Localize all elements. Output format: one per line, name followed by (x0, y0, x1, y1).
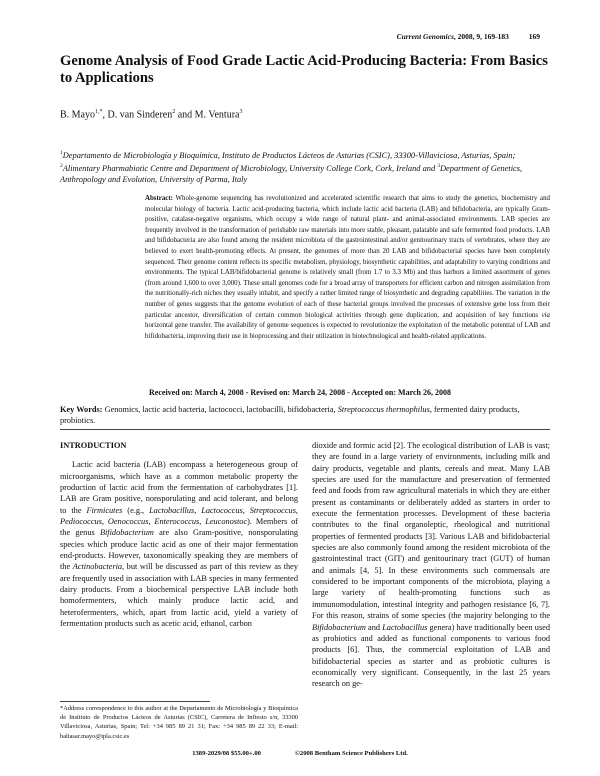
author-name: and M. Ventura (175, 109, 240, 121)
issn: 1389-2029/08 $55.00+.00 (192, 750, 261, 757)
affil-text: Alimentary Pharmabiotic Centre and Department of Microbiology, University College Cork, Cork, Ireland and (62, 163, 438, 173)
author-sup: 1,* (95, 109, 103, 115)
affil-sup: 1 (60, 150, 63, 156)
page-footer (0, 750, 600, 757)
keywords-text: Genomics, lactic acid bacteria, lactococci, lactobacilli, bifidobacteria, (102, 405, 338, 414)
affil-sup: 2 (60, 163, 63, 170)
page-number: 169 (528, 32, 540, 41)
journal-citation: , 2008, 9, 169-183 (453, 32, 509, 41)
section-heading: INTRODUCTION (60, 441, 127, 450)
left-column (60, 440, 298, 630)
affil-text: Department of Genetics, Anthropology and Evolution, University of Parma, Italy (60, 163, 523, 185)
abstract-text: Whole-genome sequencing has revolutionized and accelerated scientific research that aims to study the genetics, biochemistry and molecular biology of bacteria. Lactic acid-producing bacteria, which include lactic acid bacteria (LAB) and bifidobacteria, are typically Gram-positive, catalase-negative organisms, which occupy a wide range of natural plant- and animal-associated environments. LAB species are frequently involved in the transformation of perishable raw materials into more stable, pleasant, palatable and safe fermented food products. LAB and bifidobacteria are also found among the resident microbiota of the gastrointestinal and/or genitourinary tracts of vertebrates, where they are believed to exert health-promoting effects. At present, the genomes of more than 20 LAB and bifidobacterial species have been completely sequenced. Their genome content reflects its specific metabolism, physiology, biosynthetic capabilities, and adaptability to varying conditions and environments. The typical LAB/bifidobacterial genome is relatively small (from 1.7 to 3.3 Mb) and thus harbors a limited assortment of genes (from around 1,600 to over 3,000). These small genomes code for a broad array of transporters for efficient carbon and nitrogen assimilation from the nutritionally-rich niches they usually inhabit, and specify a rather limited range of biosynthetic and degrading capabilities. The variation in the number of genes suggests that the genome evolution of each of these bacterial groups involved the processes of extensive gene loss from their particular ancestor, diversification of certain common biological activities through gene duplication, and acquisition of key functions (145, 195, 550, 319)
keywords-text-end: , fermented dairy products, probiotics. (60, 405, 520, 426)
abstract-text-end: horizontal gene transfer. The availability of genome sequences is expected to revolutionize the exploitation of the metabolic potential of LAB and bifidobacteria, improving their use in bioprocessing and their utilization in biotechnological and health-related applications. (145, 322, 550, 340)
journal-name: Current Genomics (396, 32, 454, 41)
paragraph: Lactic acid bacteria (LAB) encompass a heterogeneous group of microorganisms, which have as a common metabolic property the production of lactic acid from the fermentation of carbohydrates [1]. LAB are Gram positive, nonsporulating and acid tolerant, and belong to the Firmicutes (e.g., Lactobacillus, Lactococcus, Streptococcus, Pediococcus, Oenococcus, Enterococcus, Leuconostoc). Members of the genus Bifidobacterium are also Gram-positive, nonsporulating species which produce lactic acid as one of their major fermentation end-products. However, taxonomically speaking they are members of the Actinobacteria, but will be discussed as part of this review as they are frequently used in association with LAB species in many fermented dairy products. From a biochemical perspective LAB include both homofermenters, which mainly produce lactic acid, and heterofermenters, which, apart from lactic acid, yield a variety of fermentation products such as acetic acid, ethanol, carbon (60, 460, 299, 629)
article-title: Genome Analysis of Food Grade Lactic Acid-Producing Bacteria: From Basics to Applications (60, 53, 548, 86)
affil-text: Departamento de Microbiología y Bioquímica, Instituto de Productos Lácteos de Asturias (CSIC), 33300-Villaviciosa, Asturias, Spain; (62, 150, 516, 160)
keywords (60, 404, 550, 427)
received-dates: Received on: March 4, 2008 - Revised on: March 24, 2008 - Accepted on: March 26, 2008 (149, 388, 451, 397)
author-sup: 3 (239, 109, 243, 115)
author-name: , D. van Sinderen (102, 109, 173, 121)
abstract-label: Abstract: (145, 195, 173, 202)
affil-sup: 3 (437, 163, 440, 170)
keywords-label: Key Words: (60, 405, 103, 414)
right-column (312, 440, 550, 690)
abstract-italic: via (541, 311, 550, 319)
divider (60, 429, 550, 430)
copyright: ©2008 Bentham Science Publishers Ltd. (294, 750, 408, 757)
paragraph: dioxide and formic acid [2]. The ecological distribution of LAB is vast; they are found in a large variety of environments, including milk and dairy products, vegetable and plants, cereals and meat. Many LAB species are used for the manufacture and preservation of fermented feed and foods from raw agricultural materials in which they are either present as contaminants or deliberately added as starters in order to execute the fermentation processes. Development of these bacteria contributes to the final organoleptic, rheological and nutritional properties of fermented products [3]. Various LAB and bifidobacterial species are also commonly found among the resident microbiota of the gastrointestinal tract (GIT) and genitourinary tract (GUT) of human and animals [4, 5]. In these environments such commensals are considered to be important components of the microbiota, playing a large variety of health-promoting functions such as immunomodulation, intestinal integrity and pathogen resistance [6, 7]. For this reason, strains of some species (the majority belonging to the Bifidobacterium and Lactobacillus genera) have traditionally been used as probiotics and added as functional components to various food products [6]. Thus, the commercial exploitation of LAB and bifidobacterial species as starter and as probiotic cultures is economically very significant. Consequently, in the last 25 years research on ge- (312, 441, 550, 689)
author-list (60, 109, 242, 120)
author-name: B. Mayo (60, 109, 95, 121)
author-sup: 2 (172, 109, 176, 115)
footnote-rule (60, 701, 210, 702)
affiliations (60, 148, 550, 185)
correspondence-footnote: *Address correspondence to this author at the Departamento de Microbiología y Bioquímica de Instituto de Productos Lácteos de Asturias (CSIC), Carretera de Infiesto s/n, 33300 Villaviciosa, Asturias, Spain; Tel: +34 985 89 21 31; Fax: +34 985 89 22 33; E-mail: baltasar.mayo@ipla.csic.es (60, 705, 298, 740)
keywords-italic: Streptococcus thermophilus (337, 405, 430, 414)
abstract (145, 194, 550, 342)
running-header (397, 32, 540, 41)
